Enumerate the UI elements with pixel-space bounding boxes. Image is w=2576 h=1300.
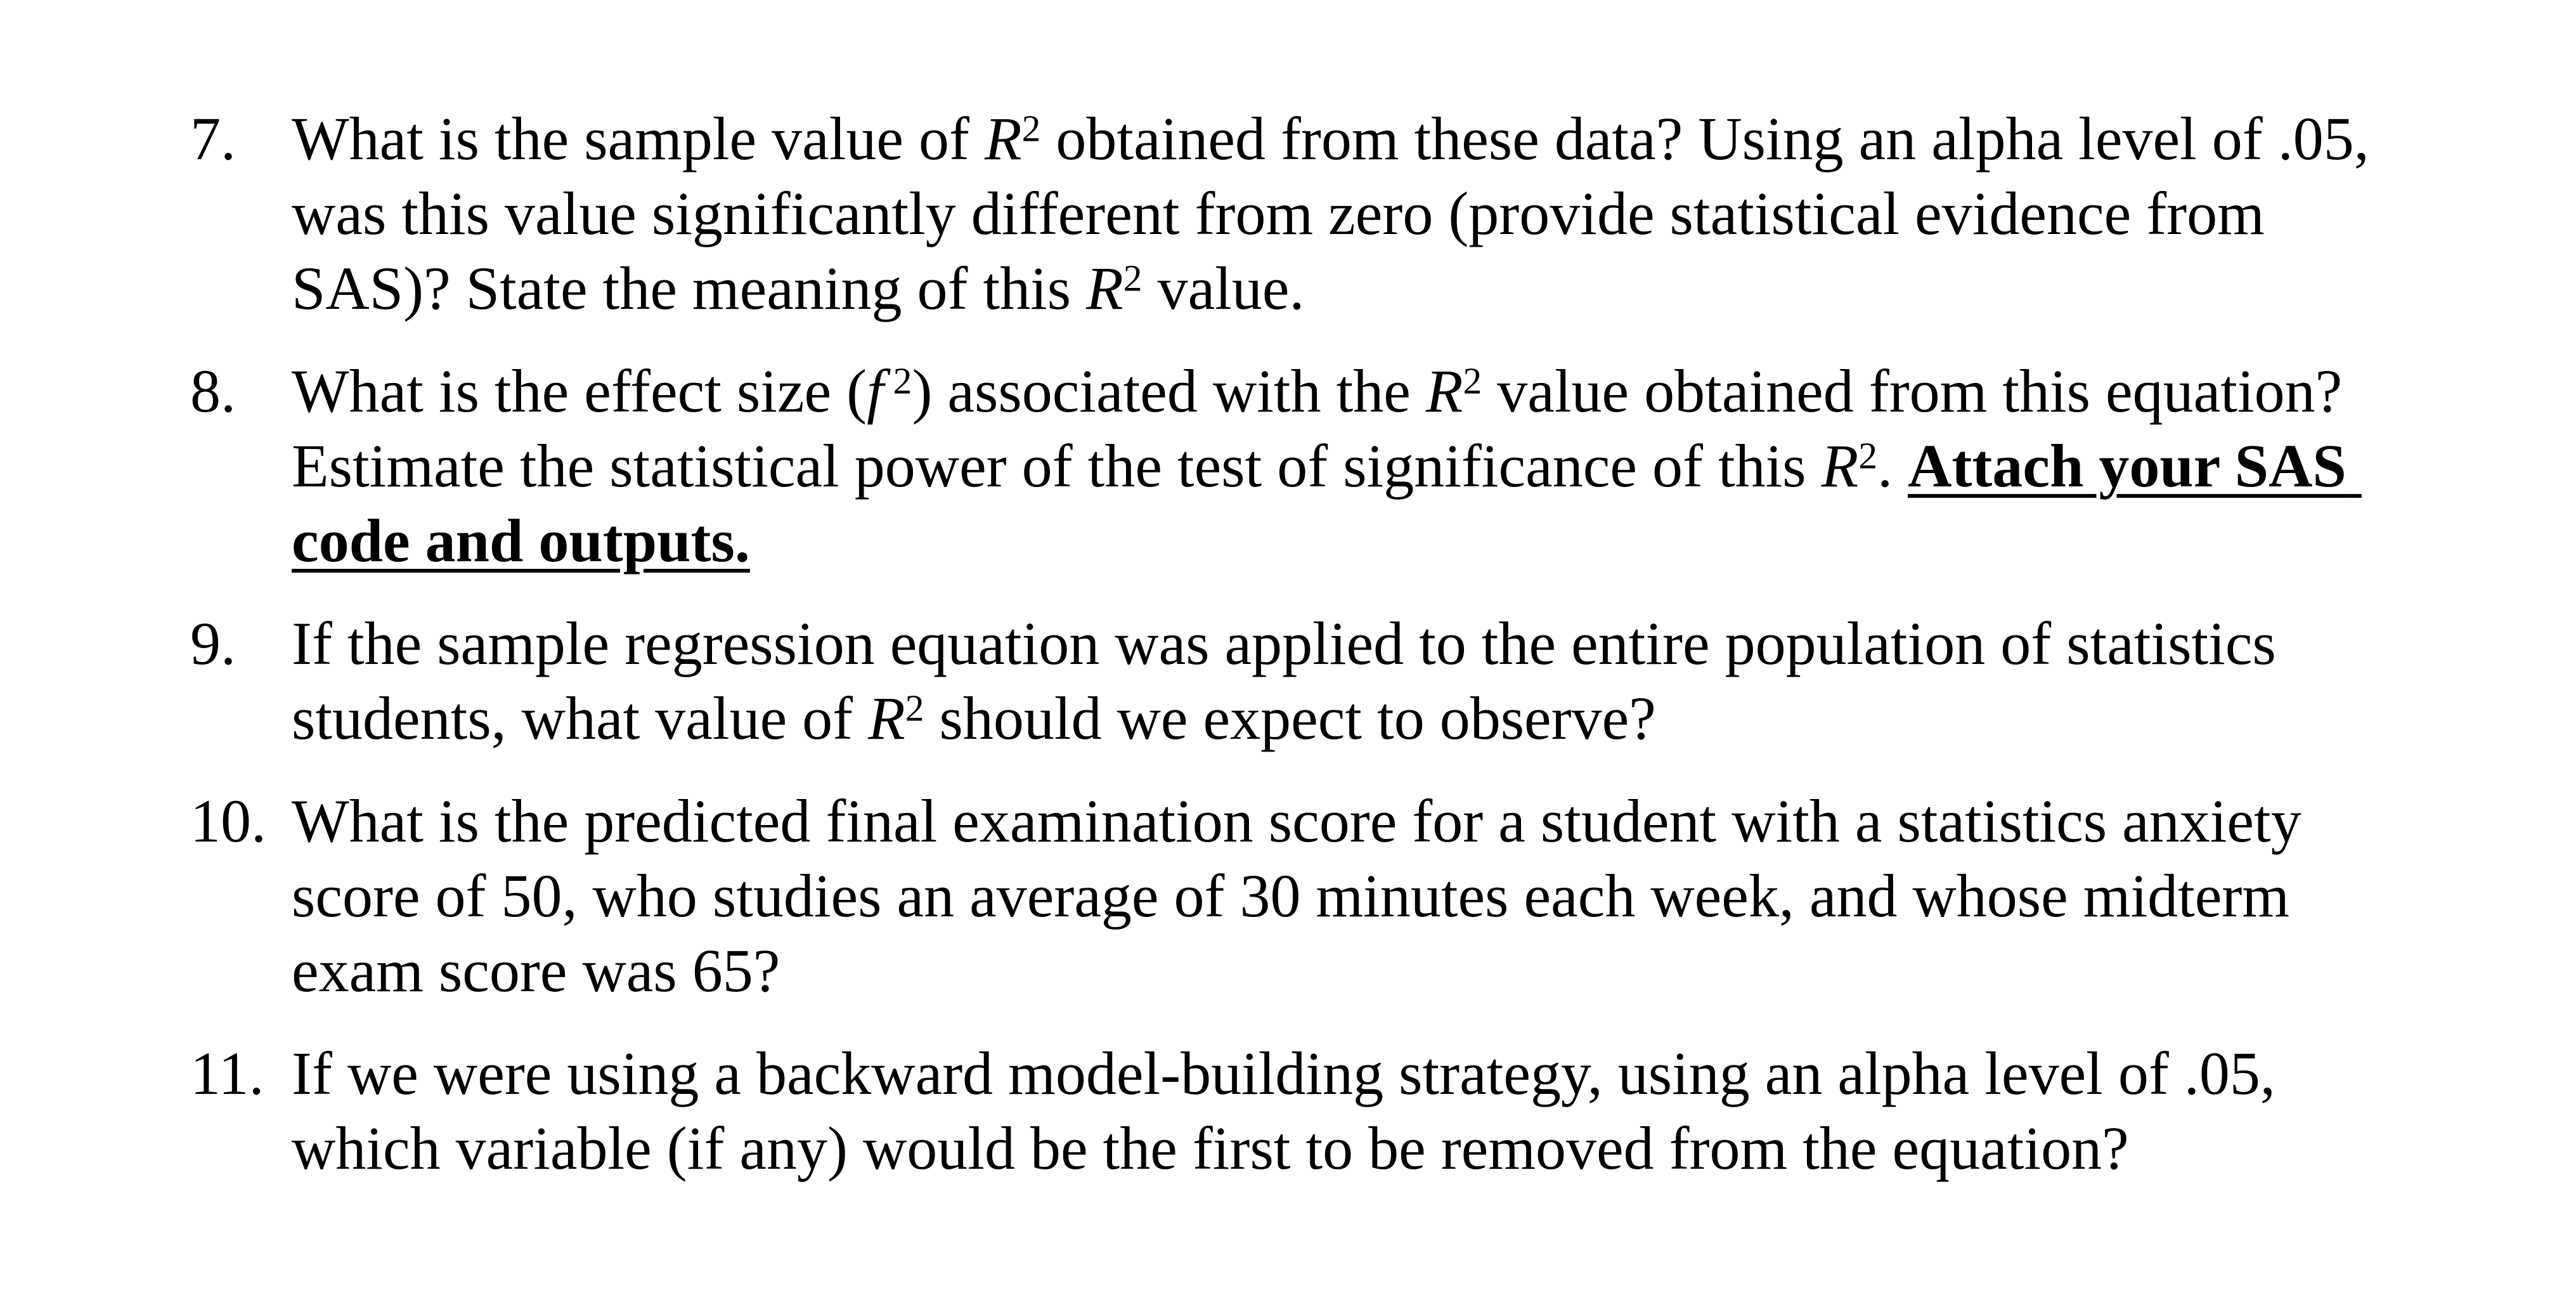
text-segment: What is the sample value of: [292, 105, 985, 172]
attach-instruction: Attach your SAS code and outputs.: [292, 432, 2362, 575]
question-text: [292, 1039, 2291, 1182]
question-text: [292, 609, 2291, 752]
text-segment: What is the predicted final examination score for a student with a statistics anxiety score of 50, who studies an average of 30 minutes each week, and whose midterm exam score was 65?: [292, 787, 2317, 1004]
question-text: [292, 787, 2317, 1004]
question-number: 9.: [190, 609, 236, 677]
r-symbol: R: [1821, 432, 1859, 500]
text-segment: What is the effect size (: [292, 357, 867, 425]
f-symbol: f: [867, 357, 884, 425]
question-7: [190, 101, 2422, 326]
superscript-2: 2: [1021, 107, 1041, 150]
text-segment: .: [1877, 432, 1908, 500]
text-segment: If we were using a backward model-building strategy, using an alpha level of .05, which variable (if any) would be the first to be removed from the equation?: [292, 1039, 2291, 1182]
superscript-2: 2: [1858, 434, 1878, 477]
question-11: [190, 1036, 2422, 1186]
superscript-2: 2: [1123, 257, 1142, 299]
r-symbol: R: [1086, 254, 1123, 322]
text-segment: value.: [1142, 254, 1305, 322]
text-segment: If the sample regression equation was applied to the entire population of statistics students, what value of: [292, 609, 2291, 752]
question-number: 7.: [190, 105, 236, 172]
text-segment: value obtained from this equation? Estimate the statistical power of the test of significance of this: [292, 357, 2358, 500]
r-symbol: R: [868, 684, 905, 752]
question-text: [292, 357, 2362, 575]
r-symbol: R: [984, 105, 1022, 172]
question-8: [190, 354, 2422, 578]
superscript-2: 2: [1463, 360, 1482, 402]
r-symbol: R: [1425, 357, 1463, 425]
text-segment: obtained from these data? Using an alpha level of .05, was this value significantly different from zero (provide statistical evidence from SAS)? State the meaning of this: [292, 105, 2385, 322]
superscript-2: 2: [905, 687, 924, 729]
question-9: [190, 606, 2422, 756]
question-number: 8.: [190, 357, 236, 425]
question-text: [292, 105, 2385, 322]
superscript-2: 2: [883, 360, 912, 402]
text-segment: should we expect to observe?: [924, 684, 1656, 752]
text-segment: ) associated with the: [912, 357, 1426, 425]
question-10: [190, 784, 2422, 1008]
question-number: 11.: [190, 1039, 264, 1107]
question-number: 10.: [190, 787, 266, 855]
question-list: [190, 101, 2422, 1214]
